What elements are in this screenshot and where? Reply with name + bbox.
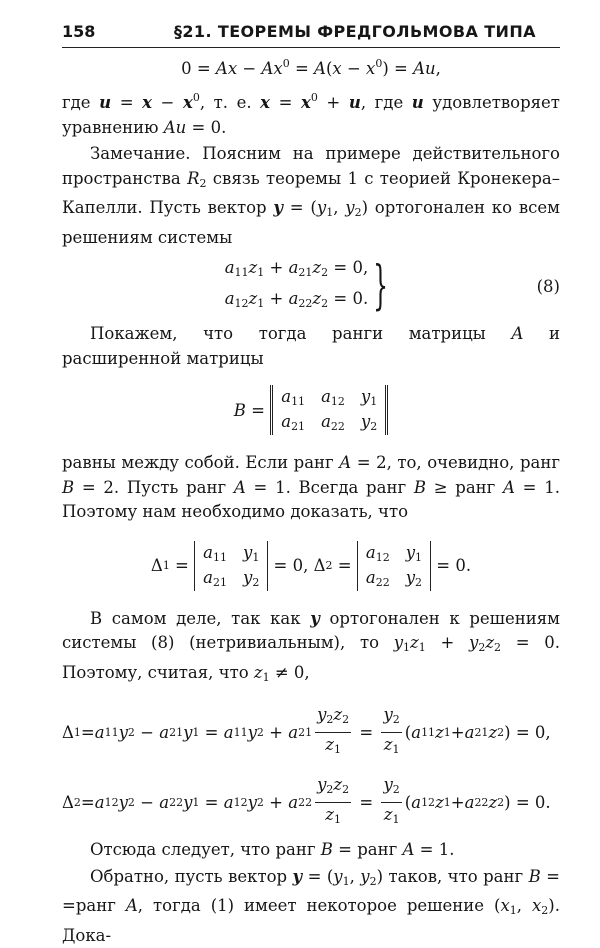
paragraph-hence: Отсюда следует, что ранг B = ранг A = 1. <box>62 838 560 863</box>
equation-top: $0 = Ax - Ax^0 = A(x - x^0) = Au$, <box>62 54 560 80</box>
matrix-b: B = $a_{11}$ $a_{12}$ $y_1$ $a_{21}$ $a_{22}$ $y_2$ <box>62 379 560 441</box>
paragraph-where: где $u = x - x^0$, т. е. $x = x^0 + u$, где u удовлетворяет уравнению Au = 0. <box>62 86 560 140</box>
paragraph-remark: Замечание. Поясним на примере действительного пространства $R_2$ связь теоремы 1 с теорией Кронекера–Капелли. Пусть вектор $y = (y_1$, $y_2$) ортогонален ко всем решениям системы <box>62 142 560 250</box>
page-number: 158 <box>62 22 152 41</box>
delta2-derivation: Δ 2 = a 12 y 2 − a 22 y 1 = a 12 y 2 + a 22 $\frac{y_2z_2}{z_1}$ = $\frac{y_2}{z_1}$ ( a 12 z 1 + a 22 z 2 ) = 0. <box>62 774 560 830</box>
paragraph-indeed: В самом деле, так как y ортогонален к решениям системы (8) (нетривиальным), то $y_1z_1 + y_2z_2 = 0$. Поэтому, считая, что $z_1 \ne 0$, <box>62 607 560 691</box>
determinants: Δ 1 = $a_{11}$ $y_1$ $a_{21}$ $y_2$ = 0, Δ 2 = $a_{12}$ $y_1$ $a_{22}$ $y_2$ = 0. <box>62 535 560 597</box>
paragraph-show: Покажем, что тогда ранги матрицы A и расширенной матрицы <box>62 322 560 371</box>
delta1-derivation: Δ 1 = a 11 y 2 − a 21 y 1 = a 11 y 2 + a 21 $\frac{y_2z_2}{z_1}$ = $\frac{y_2}{z_1}$ ( a 11 z 1 + a 21 z 2 ) = 0, <box>62 704 560 760</box>
paragraph-ranks: равны между собой. Если ранг A = 2, то, очевидно, ранг B = 2. Пусть ранг A = 1. Всегда ранг B ≥ ранг A = 1. Поэтому нам необходимо доказать, что <box>62 451 560 525</box>
section-title: §21. ТЕОРЕМЫ ФРЕДГОЛЬМОВА ТИПА <box>174 22 536 41</box>
running-header <box>62 22 560 41</box>
paragraph-conversely: Обратно, пусть вектор $y = (y_1$, $y_2$) таков, что ранг B = =ранг A, тогда (1) имеет некоторое решение ($x_1$, $x_2$). Дока- <box>62 865 560 948</box>
system-8: $a_{11}z_1 + a_{21}z_2 = 0$, $a_{12}z_1 + a_{22}z_2 = 0$. } (8) <box>62 258 560 314</box>
equation-number: (8) <box>537 277 560 296</box>
header-rule <box>62 47 560 48</box>
